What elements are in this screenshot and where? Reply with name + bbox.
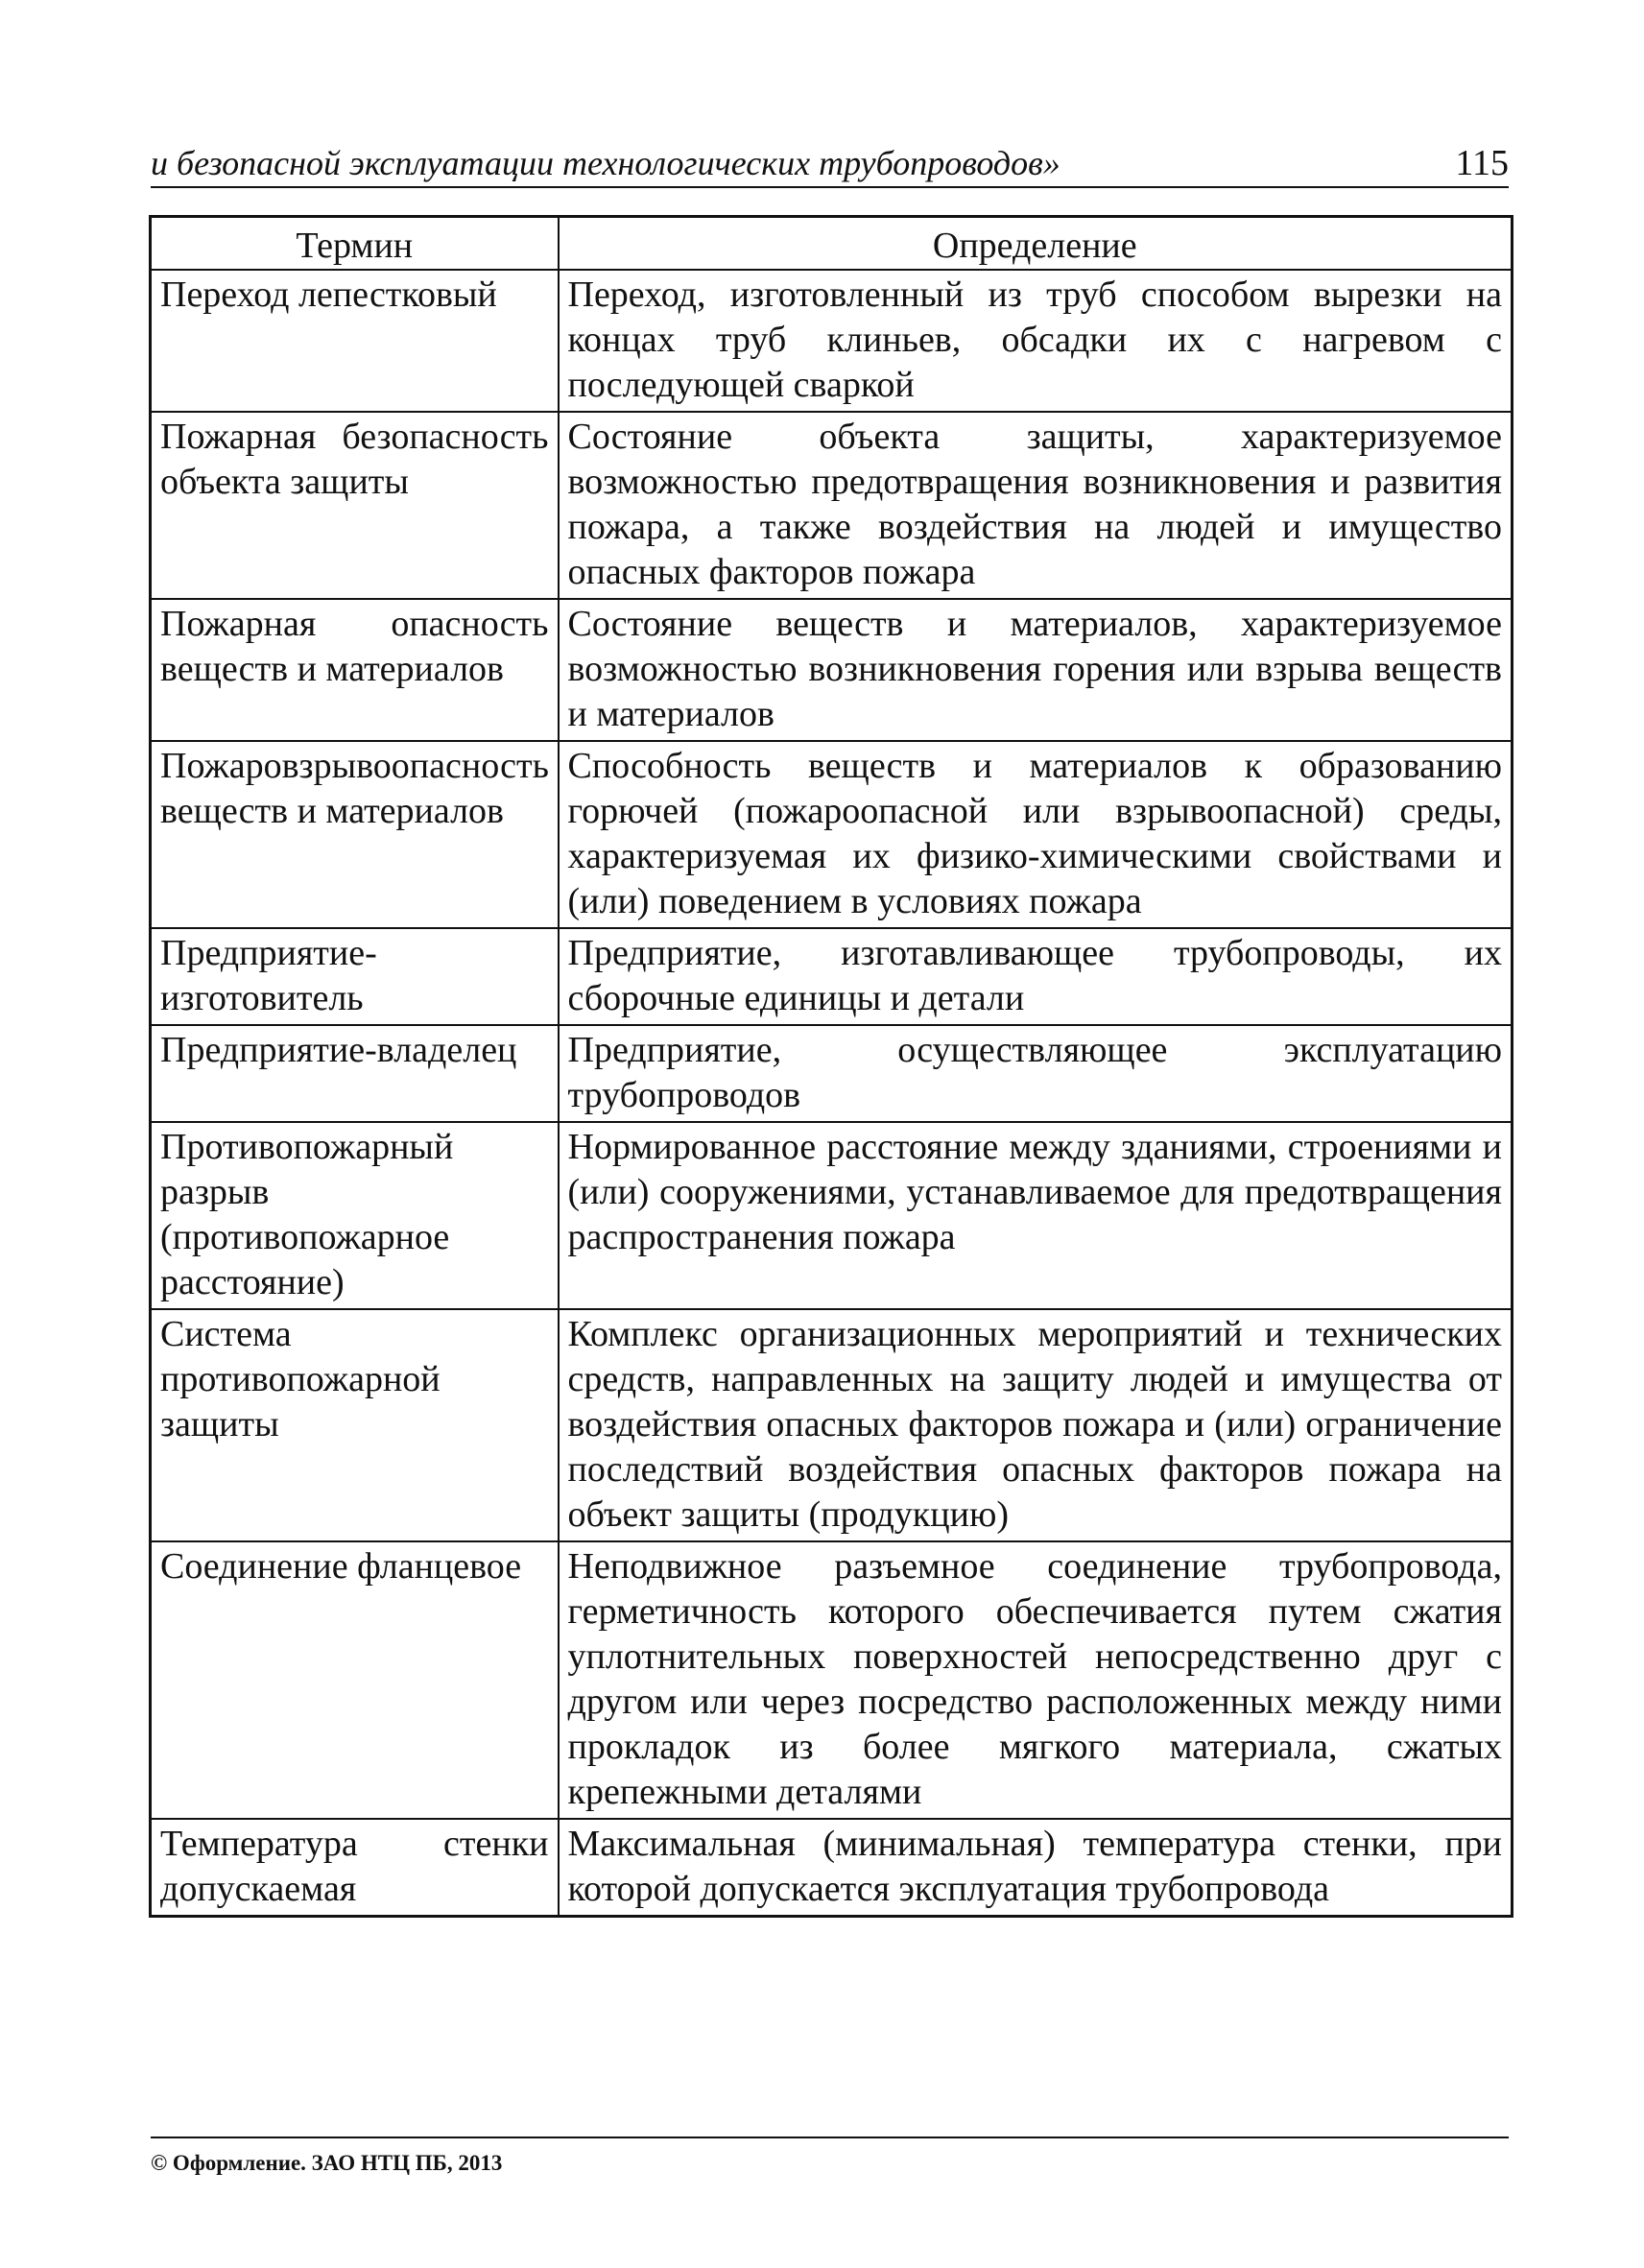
table-row bbox=[151, 599, 1513, 741]
table-row bbox=[151, 1309, 1513, 1541]
term-cell: Предприятие-владелец bbox=[151, 1025, 559, 1122]
table-row bbox=[151, 1819, 1513, 1917]
definition-cell: Переход, изготовленный из труб способом вырезки на концах труб клиньев, обсадки их с нагревом с последующей сваркой bbox=[559, 270, 1513, 412]
term-cell: Пожарная безопасность объекта защиты bbox=[151, 412, 559, 599]
definition-cell: Состояние объекта защиты, характеризуемое возможностью предотвращения возникновения и развития пожара, а также воздействия на людей и имущество опасных факторов пожара bbox=[559, 412, 1513, 599]
copyright-notice: © Оформление. ЗАО НТЦ ПБ, 2013 bbox=[151, 2151, 503, 2175]
column-header-definition: Определение bbox=[559, 217, 1513, 271]
table-row bbox=[151, 1541, 1513, 1819]
term-cell: Соединение фланцевое bbox=[151, 1541, 559, 1819]
table-row bbox=[151, 1025, 1513, 1122]
definition-cell: Предприятие, осуществляющее эксплуатацию трубопроводов bbox=[559, 1025, 1513, 1122]
term-cell: Переход лепестковый bbox=[151, 270, 559, 412]
term-cell: Температура стенки допускаемая bbox=[151, 1819, 559, 1917]
definition-cell: Неподвижное разъемное соединение трубопровода, герметичность которого обеспечивается путем сжатия уплотнительных поверхностей непосредственно друг с другом или через посредство расположенных между ними прокладок из более мягкого материала, сжатых крепежными деталями bbox=[559, 1541, 1513, 1819]
definition-cell: Нормированное расстояние между зданиями, строениями и (или) сооружениями, устанавливаемое для предотвращения распространения пожара bbox=[559, 1122, 1513, 1309]
definition-cell: Состояние веществ и материалов, характеризуемое возможностью возникновения горения или взрыва веществ и материалов bbox=[559, 599, 1513, 741]
table-row bbox=[151, 412, 1513, 599]
table-row bbox=[151, 741, 1513, 928]
definition-cell: Максимальная (минимальная) температура стенки, при которой допускается эксплуатация трубопровода bbox=[559, 1819, 1513, 1917]
definition-cell: Предприятие, изготавливающее трубопроводы, их сборочные единицы и детали bbox=[559, 928, 1513, 1025]
term-cell: Система противопожарной защиты bbox=[151, 1309, 559, 1541]
table-row bbox=[151, 1122, 1513, 1309]
term-cell: Противопожарный разрыв (противопожарное расстояние) bbox=[151, 1122, 559, 1309]
page-number: 115 bbox=[1455, 143, 1509, 183]
running-title: и безопасной эксплуатации технологических трубопроводов» bbox=[151, 144, 1060, 182]
table-header-row bbox=[151, 217, 1513, 271]
definition-cell: Комплекс организационных мероприятий и технических средств, направленных на защиту людей и имущества от воздействия опасных факторов пожара и (или) ограничение последствий воздействия опасных факторов пожара на объект защиты (продукцию) bbox=[559, 1309, 1513, 1541]
terms-table bbox=[149, 215, 1513, 1918]
term-cell: Предприятие-изготовитель bbox=[151, 928, 559, 1025]
term-cell: Пожарная опасность веществ и материалов bbox=[151, 599, 559, 741]
column-header-term: Термин bbox=[151, 217, 559, 271]
page-footer bbox=[151, 2137, 1509, 2177]
table-row bbox=[151, 928, 1513, 1025]
definition-cell: Способность веществ и материалов к образованию горючей (пожароопасной или взрывоопасной) среды, характеризуемая их физико-химическими свойствами и (или) поведением в условиях пожара bbox=[559, 741, 1513, 928]
table-row bbox=[151, 270, 1513, 412]
term-cell: Пожаровзрывоопасность веществ и материалов bbox=[151, 741, 559, 928]
running-header bbox=[151, 134, 1509, 188]
